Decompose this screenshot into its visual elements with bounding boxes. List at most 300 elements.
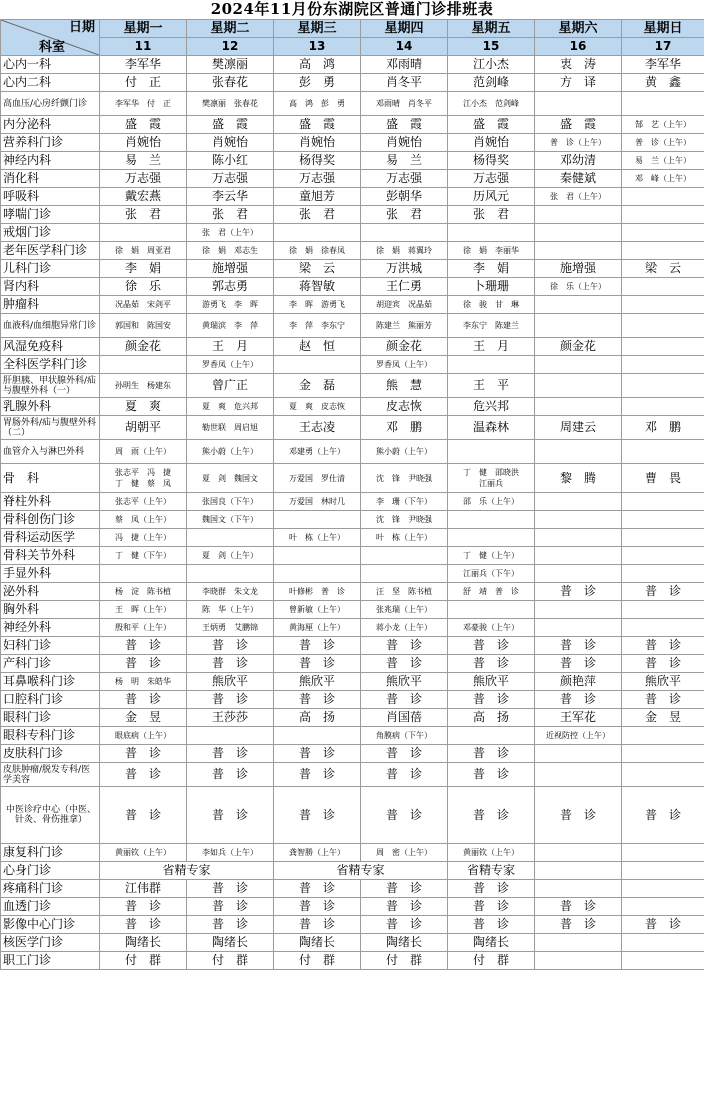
- schedule-cell: 万志强: [187, 170, 274, 188]
- schedule-cell: 曾新敏（上午）: [274, 601, 361, 619]
- schedule-cell: 杨 明 朱皓华: [100, 673, 187, 691]
- table-row: [1, 170, 704, 188]
- schedule-cell: [361, 547, 448, 565]
- table-row: [1, 356, 704, 374]
- dept-name: 老年医学科门诊: [1, 242, 100, 260]
- schedule-cell: 普 诊: [361, 898, 448, 916]
- dept-name: 风湿免疫科: [1, 338, 100, 356]
- schedule-cell: 肖婉怡: [361, 134, 448, 152]
- schedule-cell: 普 诊: [274, 745, 361, 763]
- schedule-cell: 黄丽钦（上午）: [100, 844, 187, 862]
- schedule-cell: 冯 捷（上午）: [100, 529, 187, 547]
- schedule-cell: 肖婉怡: [100, 134, 187, 152]
- day-name: 星期五: [448, 20, 535, 38]
- schedule-cell: 熊 慧: [361, 374, 448, 398]
- schedule-cell: [622, 862, 704, 880]
- schedule-cell: 江丽兵（下午）: [448, 565, 535, 583]
- schedule-cell: [274, 511, 361, 529]
- schedule-cell: 李东宁 陈建兰: [448, 314, 535, 338]
- table-row: [1, 188, 704, 206]
- schedule-cell: 熊欣平: [361, 673, 448, 691]
- dept-name: 血管介入与淋巴外科: [1, 440, 100, 464]
- schedule-cell: 颜金花: [361, 338, 448, 356]
- table-row: [1, 314, 704, 338]
- schedule-cell: [361, 224, 448, 242]
- schedule-cell: 普 诊: [187, 898, 274, 916]
- schedule-cell: 盛 霞: [274, 116, 361, 134]
- schedule-cell: [448, 601, 535, 619]
- schedule-cell: [535, 529, 622, 547]
- dept-name: 脊柱外科: [1, 493, 100, 511]
- schedule-cell: 张 君: [187, 206, 274, 224]
- dept-name: 戒烟门诊: [1, 224, 100, 242]
- schedule-cell: 邓雨晴: [361, 56, 448, 74]
- schedule-cell: 罗香凤（上午）: [187, 356, 274, 374]
- schedule-cell: 历风元: [448, 188, 535, 206]
- schedule-cell: 叶 栋（上午）: [361, 529, 448, 547]
- dept-name: 神经外科: [1, 619, 100, 637]
- schedule-cell: 邓豪骏（上午）: [448, 619, 535, 637]
- schedule-cell: 徐 乐: [100, 278, 187, 296]
- schedule-cell: 丁 健（上午）: [448, 547, 535, 565]
- schedule-cell: 普 诊: [187, 787, 274, 844]
- dept-name: 骨科创伤门诊: [1, 511, 100, 529]
- table-row: [1, 116, 704, 134]
- page-title: 2024年11月份东湖院区普通门诊排班表: [210, 0, 494, 18]
- schedule-cell: [535, 511, 622, 529]
- schedule-cell: 易 兰（上午）: [622, 152, 704, 170]
- schedule-cell: [622, 619, 704, 637]
- schedule-cell: [535, 565, 622, 583]
- schedule-cell: 王志凌: [274, 416, 361, 440]
- schedule-cell: 施增强: [187, 260, 274, 278]
- schedule-cell: [535, 314, 622, 338]
- schedule-cell: 黄瑞滨 李 萍: [187, 314, 274, 338]
- table-row: [1, 934, 704, 952]
- schedule-cell: 熊小蔚（上午）: [361, 440, 448, 464]
- schedule-cell: [535, 440, 622, 464]
- schedule-cell: 夏 爽: [100, 398, 187, 416]
- schedule-cell: 杨得奖: [448, 152, 535, 170]
- schedule-cell: 陈小红: [187, 152, 274, 170]
- schedule-cell: 黄海厘（上午）: [274, 619, 361, 637]
- schedule-cell: 杨 淀 陈书植: [100, 583, 187, 601]
- schedule-cell: 普 诊: [274, 655, 361, 673]
- schedule-cell: 普 诊: [622, 787, 704, 844]
- schedule-cell: 普 诊: [361, 763, 448, 787]
- schedule-cell: [274, 547, 361, 565]
- day-date: 12: [187, 38, 274, 56]
- schedule-cell: 郜 艺（上午）: [622, 116, 704, 134]
- schedule-cell: [622, 727, 704, 745]
- schedule-cell: 黄丽钦（上午）: [448, 844, 535, 862]
- dept-name: 骨 科: [1, 464, 100, 493]
- schedule-cell: 肖婉怡: [274, 134, 361, 152]
- schedule-cell: 徐 骏 甘 琳: [448, 296, 535, 314]
- schedule-cell: 万志强: [448, 170, 535, 188]
- schedule-cell: 周 雨（上午）: [100, 440, 187, 464]
- schedule-cell: 盛 霞: [361, 116, 448, 134]
- schedule-cell: [622, 529, 704, 547]
- schedule-cell: 卜珊珊: [448, 278, 535, 296]
- schedule-cell: 李晓群 朱文龙: [187, 583, 274, 601]
- day-date: 13: [274, 38, 361, 56]
- schedule-cell: 周建云: [535, 416, 622, 440]
- schedule-cell: 熊欣平: [187, 673, 274, 691]
- schedule-cell: 徐 乐（上午）: [535, 278, 622, 296]
- schedule-cell: [361, 565, 448, 583]
- schedule-cell: 郭志勇: [187, 278, 274, 296]
- dept-name: 血液科/血细胞异常门诊: [1, 314, 100, 338]
- dept-name: 肿瘤科: [1, 296, 100, 314]
- schedule-cell: 沈 锋 尹晓强: [361, 511, 448, 529]
- table-row: [1, 916, 704, 934]
- table-row: [1, 92, 704, 116]
- dept-name: 眼科专科门诊: [1, 727, 100, 745]
- schedule-cell: [535, 862, 622, 880]
- schedule-cell: 舒 靖 普 诊: [448, 583, 535, 601]
- schedule-cell: [622, 565, 704, 583]
- schedule-cell: 高 扬: [448, 709, 535, 727]
- schedule-cell: 普 诊: [274, 898, 361, 916]
- schedule-cell: [448, 356, 535, 374]
- schedule-cell: 熊小蔚（上午）: [187, 440, 274, 464]
- schedule-cell: [187, 727, 274, 745]
- table-row: [1, 844, 704, 862]
- dept-name: 疼痛科门诊: [1, 880, 100, 898]
- schedule-cell: 张志平 冯 捷 丁 健 蔡 凤: [100, 464, 187, 493]
- schedule-cell: 万志强: [100, 170, 187, 188]
- table-row: [1, 547, 704, 565]
- schedule-cell: 普 诊: [100, 763, 187, 787]
- schedule-cell: 龚智勝（上午）: [274, 844, 361, 862]
- dept-name: 胸外科: [1, 601, 100, 619]
- schedule-cell: 普 诊: [100, 787, 187, 844]
- schedule-cell: [274, 565, 361, 583]
- dept-name: 儿科门诊: [1, 260, 100, 278]
- schedule-cell: 张春花: [187, 74, 274, 92]
- schedule-cell: 张 君（上午）: [187, 224, 274, 242]
- schedule-cell: 肖冬平: [361, 74, 448, 92]
- schedule-cell: 普 诊（上午）: [622, 134, 704, 152]
- schedule-cell: 丁 健（下午）: [100, 547, 187, 565]
- day-date: 14: [361, 38, 448, 56]
- schedule-cell: 普 诊: [448, 691, 535, 709]
- schedule-cell: 张 君（上午）: [535, 188, 622, 206]
- schedule-cell: [535, 547, 622, 565]
- schedule-cell: 普 诊: [100, 691, 187, 709]
- schedule-cell: 普 诊: [622, 655, 704, 673]
- schedule-cell: 徐 娟 周亚君: [100, 242, 187, 260]
- schedule-cell: [535, 206, 622, 224]
- schedule-cell: 高 鸿: [274, 56, 361, 74]
- table-row: [1, 242, 704, 260]
- table-row: [1, 709, 704, 727]
- schedule-cell: 熊欣平: [448, 673, 535, 691]
- schedule-cell: 彭 勇: [274, 74, 361, 92]
- schedule-cell: 王 晖（上午）: [100, 601, 187, 619]
- schedule-cell: 范剑峰: [448, 74, 535, 92]
- schedule-cell: 普 诊: [622, 691, 704, 709]
- schedule-cell: 熊欣平: [622, 673, 704, 691]
- schedule-cell: 王炳勇 艾鹏锦: [187, 619, 274, 637]
- schedule-cell: 曹 畏: [622, 464, 704, 493]
- dept-name: 内分泌科: [1, 116, 100, 134]
- table-row: [1, 898, 704, 916]
- schedule-cell: 彭朝华: [361, 188, 448, 206]
- schedule-cell: 王军花: [535, 709, 622, 727]
- schedule-cell: 肖婉怡: [187, 134, 274, 152]
- schedule-cell: 江小杰 范剑峰: [448, 92, 535, 116]
- schedule-cell: 普 诊: [535, 637, 622, 655]
- schedule-cell: 盛 霞: [187, 116, 274, 134]
- schedule-cell: [622, 745, 704, 763]
- schedule-cell: 普 诊: [274, 916, 361, 934]
- day-name: 星期六: [535, 20, 622, 38]
- schedule-cell: 丁 健 邵晓洪 江丽兵: [448, 464, 535, 493]
- schedule-cell: 夏 剑 魏国文: [187, 464, 274, 493]
- schedule-cell: 普 诊: [535, 583, 622, 601]
- schedule-cell: [535, 224, 622, 242]
- schedule-cell: [535, 374, 622, 398]
- table-row: [1, 619, 704, 637]
- schedule-cell: 省精专家: [274, 862, 448, 880]
- schedule-cell: 普 诊: [100, 655, 187, 673]
- schedule-cell: 杨得奖: [274, 152, 361, 170]
- schedule-cell: 金 昱: [100, 709, 187, 727]
- schedule-cell: 万爱国 林时几: [274, 493, 361, 511]
- table-row: [1, 440, 704, 464]
- table-row: [1, 464, 704, 493]
- schedule-cell: 夏 爽 皮志恢: [274, 398, 361, 416]
- schedule-cell: 普 诊: [274, 637, 361, 655]
- schedule-cell: [622, 440, 704, 464]
- schedule-cell: 蒋小龙（上午）: [361, 619, 448, 637]
- schedule-cell: 陈 华（上午）: [187, 601, 274, 619]
- schedule-cell: 普 诊: [535, 916, 622, 934]
- schedule-cell: 张 君: [100, 206, 187, 224]
- schedule-cell: 陶绪长: [448, 934, 535, 952]
- schedule-cell: 邓建勇（上午）: [274, 440, 361, 464]
- schedule-cell: 金 昱: [622, 709, 704, 727]
- schedule-cell: 江伟群: [100, 880, 187, 898]
- schedule-cell: 徐 娟 邓志生: [187, 242, 274, 260]
- schedule-cell: 王 平: [448, 374, 535, 398]
- dept-name: 心身门诊: [1, 862, 100, 880]
- day-name: 星期日: [622, 20, 704, 38]
- dept-name: 手显外科: [1, 565, 100, 583]
- schedule-cell: 普 诊: [187, 763, 274, 787]
- table-row: [1, 583, 704, 601]
- table-row: [1, 338, 704, 356]
- table-row: [1, 655, 704, 673]
- schedule-cell: 普 诊: [100, 637, 187, 655]
- table-row: [1, 952, 704, 970]
- table-row: [1, 206, 704, 224]
- day-name: 星期四: [361, 20, 448, 38]
- schedule-cell: 易 兰: [100, 152, 187, 170]
- schedule-cell: 普 诊: [622, 637, 704, 655]
- corner-header: [1, 20, 100, 56]
- schedule-cell: [448, 440, 535, 464]
- dept-name: 康复科门诊: [1, 844, 100, 862]
- table-row: [1, 862, 704, 880]
- schedule-cell: 蒋智敏: [274, 278, 361, 296]
- schedule-cell: 普 诊: [274, 763, 361, 787]
- day-date: 17: [622, 38, 704, 56]
- schedule-cell: 肖国蓓: [361, 709, 448, 727]
- schedule-cell: 皮志恢: [361, 398, 448, 416]
- schedule-cell: 金 磊: [274, 374, 361, 398]
- schedule-cell: 普 诊: [187, 745, 274, 763]
- schedule-cell: 普 诊: [448, 637, 535, 655]
- header-row-dates: [1, 38, 704, 56]
- table-row: [1, 880, 704, 898]
- dept-name: 乳腺外科: [1, 398, 100, 416]
- schedule-cell: 梁 云: [274, 260, 361, 278]
- schedule-cell: 李 娟: [448, 260, 535, 278]
- dept-name: 职工门诊: [1, 952, 100, 970]
- schedule-cell: 徐 娟 李丽华: [448, 242, 535, 260]
- schedule-cell: 普 诊: [274, 787, 361, 844]
- schedule-cell: 张 君: [361, 206, 448, 224]
- schedule-cell: 省精专家: [448, 862, 535, 880]
- schedule-cell: [535, 880, 622, 898]
- schedule-cell: 危兴邦: [448, 398, 535, 416]
- schedule-cell: 樊凛丽 张春花: [187, 92, 274, 116]
- schedule-cell: [274, 356, 361, 374]
- schedule-cell: 普 诊: [448, 787, 535, 844]
- schedule-cell: [622, 601, 704, 619]
- schedule-cell: 付 正: [100, 74, 187, 92]
- schedule-cell: 徐 娟 蒋翼玲: [361, 242, 448, 260]
- schedule-cell: 颜金花: [535, 338, 622, 356]
- schedule-cell: [622, 314, 704, 338]
- schedule-cell: 曾广正: [187, 374, 274, 398]
- schedule-cell: 李军华: [100, 56, 187, 74]
- schedule-cell: [622, 880, 704, 898]
- table-row: [1, 637, 704, 655]
- schedule-cell: 王仁勇: [361, 278, 448, 296]
- day-name: 星期一: [100, 20, 187, 38]
- schedule-cell: 普 诊: [187, 880, 274, 898]
- schedule-cell: 孙明生 杨建东: [100, 374, 187, 398]
- dept-name: 呼吸科: [1, 188, 100, 206]
- schedule-cell: 普 诊: [448, 655, 535, 673]
- table-row: [1, 529, 704, 547]
- dept-name: 营养科门诊: [1, 134, 100, 152]
- schedule-cell: 付 群: [274, 952, 361, 970]
- schedule-cell: 普 诊: [187, 691, 274, 709]
- schedule-cell: [622, 547, 704, 565]
- schedule-cell: 李 娟: [100, 260, 187, 278]
- schedule-cell: 魏国文（下午）: [187, 511, 274, 529]
- dept-name: 骨科关节外科: [1, 547, 100, 565]
- schedule-cell: [274, 224, 361, 242]
- dept-name: 全科医学科门诊: [1, 356, 100, 374]
- header-row-days: [1, 20, 704, 38]
- table-row: [1, 134, 704, 152]
- schedule-cell: 普 诊: [274, 691, 361, 709]
- day-name: 星期三: [274, 20, 361, 38]
- schedule-cell: [187, 565, 274, 583]
- schedule-cell: 陶绪长: [100, 934, 187, 952]
- table-row: [1, 745, 704, 763]
- schedule-cell: 万爱国 罗仕清: [274, 464, 361, 493]
- schedule-cell: 普 诊: [535, 898, 622, 916]
- schedule-cell: 戴宏燕: [100, 188, 187, 206]
- schedule-cell: 邓雨晴 肖冬平: [361, 92, 448, 116]
- schedule-cell: 张 君: [448, 206, 535, 224]
- schedule-cell: 邓 鹏: [361, 416, 448, 440]
- schedule-cell: 普 诊: [448, 916, 535, 934]
- schedule-cell: 普 诊: [448, 745, 535, 763]
- schedule-cell: 陶绪长: [274, 934, 361, 952]
- schedule-cell: 普 诊: [448, 898, 535, 916]
- schedule-cell: 眼底病（上午）: [100, 727, 187, 745]
- table-row: [1, 691, 704, 709]
- schedule-cell: 施增强: [535, 260, 622, 278]
- schedule-cell: 普 诊: [448, 763, 535, 787]
- schedule-cell: 易 兰: [361, 152, 448, 170]
- schedule-cell: [274, 727, 361, 745]
- schedule-cell: 张国良（下午）: [187, 493, 274, 511]
- schedule-cell: [622, 398, 704, 416]
- schedule-cell: 罗香凤（上午）: [361, 356, 448, 374]
- schedule-cell: 秦健斌: [535, 170, 622, 188]
- schedule-cell: 江小杰: [448, 56, 535, 74]
- schedule-cell: 普 诊: [100, 745, 187, 763]
- schedule-cell: [535, 952, 622, 970]
- schedule-cell: [535, 763, 622, 787]
- schedule-cell: [187, 529, 274, 547]
- schedule-cell: 普 诊: [100, 898, 187, 916]
- schedule-cell: [622, 898, 704, 916]
- table-row: [1, 398, 704, 416]
- schedule-cell: [622, 188, 704, 206]
- schedule-cell: [535, 356, 622, 374]
- schedule-cell: 童旭芳: [274, 188, 361, 206]
- schedule-cell: 普 诊: [274, 880, 361, 898]
- schedule-cell: 高 鸿 彭 勇: [274, 92, 361, 116]
- schedule-cell: 郭国和 陈国安: [100, 314, 187, 338]
- schedule-cell: [622, 296, 704, 314]
- schedule-cell: [622, 763, 704, 787]
- dept-name: 耳鼻喉科门诊: [1, 673, 100, 691]
- schedule-cell: 普 诊: [361, 787, 448, 844]
- schedule-cell: [535, 619, 622, 637]
- schedule-cell: 李军华: [622, 56, 704, 74]
- dept-name: 高血压/心房纤颤门诊: [1, 92, 100, 116]
- schedule-cell: 勒世联 周启旭: [187, 416, 274, 440]
- schedule-cell: 陶绪长: [187, 934, 274, 952]
- schedule-cell: 樊凛丽: [187, 56, 274, 74]
- table-row: [1, 56, 704, 74]
- schedule-cell: 张兆瑞（上午）: [361, 601, 448, 619]
- schedule-cell: [622, 92, 704, 116]
- schedule-cell: 盛 霞: [535, 116, 622, 134]
- table-row: [1, 416, 704, 440]
- schedule-cell: 付 群: [448, 952, 535, 970]
- schedule-cell: 李如兵（上午）: [187, 844, 274, 862]
- table-row: [1, 787, 704, 844]
- schedule-cell: 普 诊: [622, 916, 704, 934]
- schedule-cell: 普 诊: [361, 637, 448, 655]
- schedule-cell: [622, 952, 704, 970]
- dept-name: 消化科: [1, 170, 100, 188]
- schedule-cell: 近视防控（上午）: [535, 727, 622, 745]
- schedule-cell: 沈 锋 尹晓强: [361, 464, 448, 493]
